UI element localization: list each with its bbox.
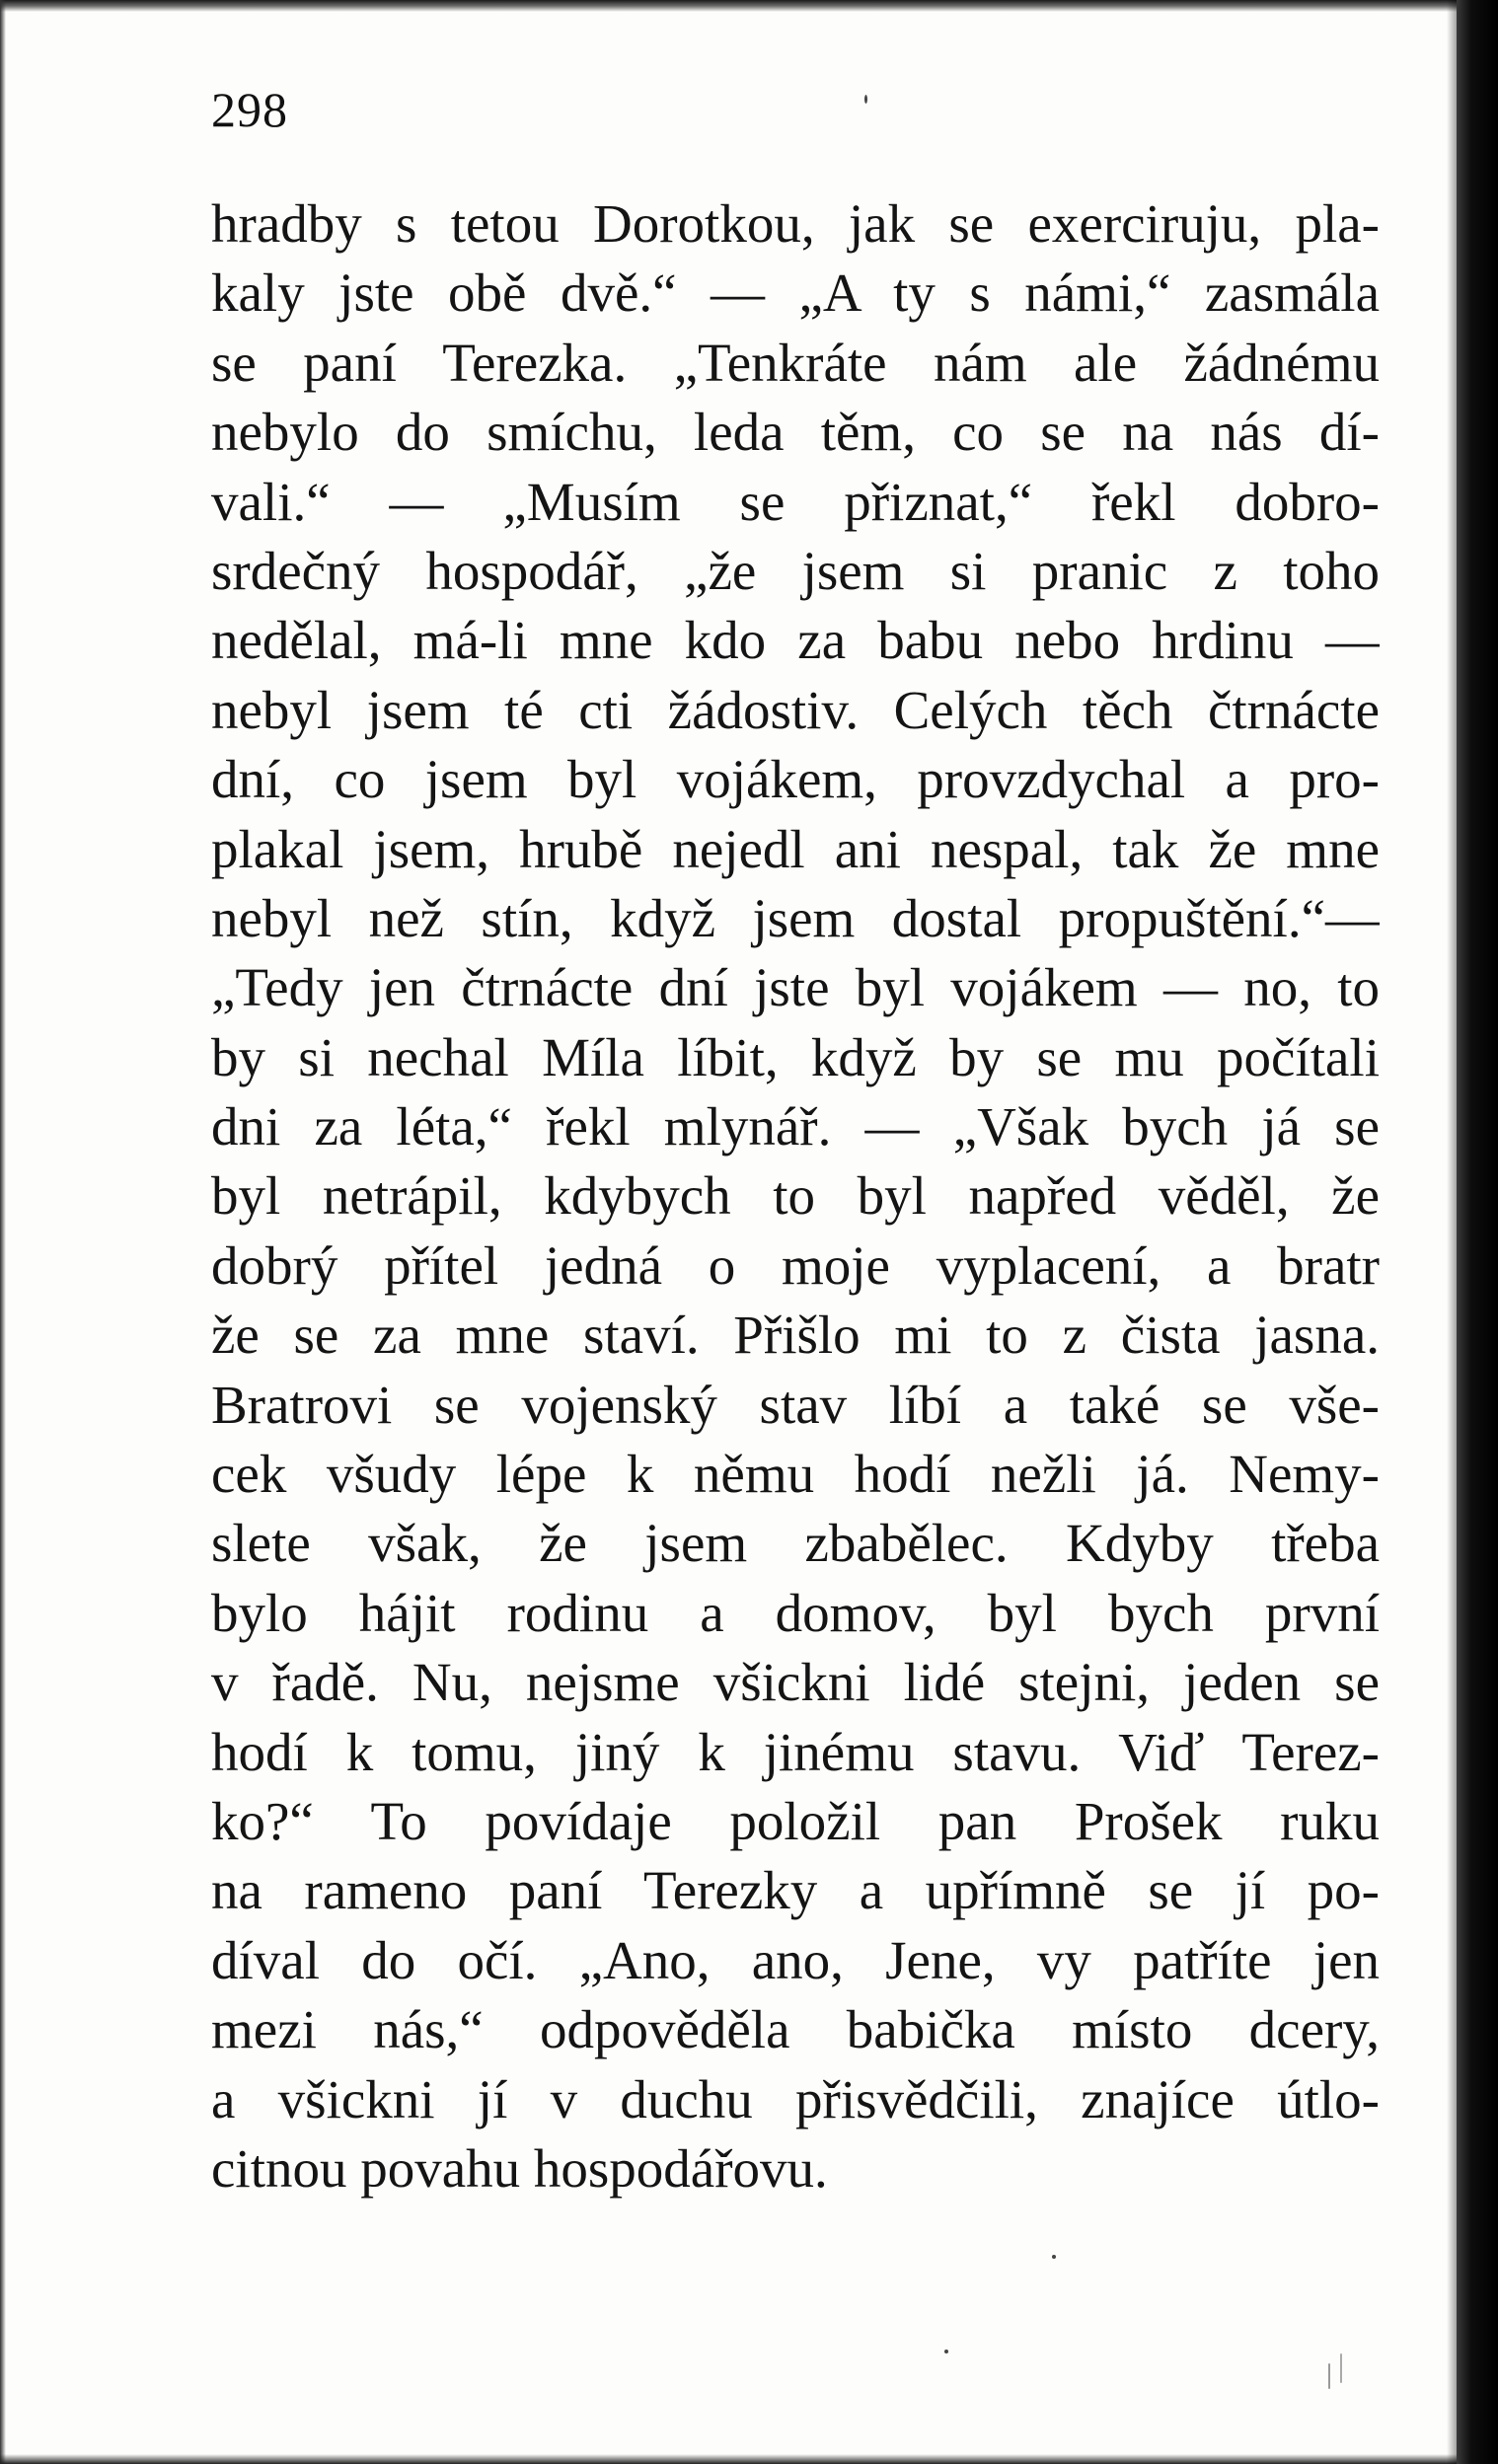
scan-edge-shadow xyxy=(1447,0,1457,2464)
text-line: byl netrápil, kdybych to byl napřed věděl, že xyxy=(211,1165,1380,1227)
text-line: díval do očí. „Ano, ano, Jene, vy patříte jen xyxy=(211,1929,1380,1990)
text-line: v řadě. Nu, nejsme všickni lidé stejni, jeden se xyxy=(211,1652,1380,1713)
page-number: 298 xyxy=(211,82,288,137)
text-line: mezi nás,“ odpověděla babička místo dcery, xyxy=(211,1999,1380,2060)
text-line: nebyl než stín, když jsem dostal propuštění.“— xyxy=(211,887,1380,948)
text-line: hradby s tetou Dorotkou, jak se exerciruju, pla- xyxy=(211,193,1380,254)
scan-edge-right xyxy=(1457,0,1498,2464)
scan-speck xyxy=(864,95,867,104)
text-line: nebyl jsem té cti žádostiv. Celých těch čtrnácte xyxy=(211,679,1380,740)
text-line: kaly jste obě dvě.“ — „A ty s námi,“ zasmála xyxy=(211,262,1380,324)
text-line: bylo hájit rodinu a domov, byl bych první xyxy=(211,1582,1380,1643)
scan-edge-top xyxy=(0,0,1457,12)
text-line: ko?“ To povídaje položil pan Prošek ruku xyxy=(211,1790,1380,1851)
text-line: a všickni jí v duchu přisvědčili, znajíce útlo- xyxy=(211,2068,1380,2129)
text-line: nedělal, má-li mne kdo za babu nebo hrdinu — xyxy=(211,610,1380,671)
scan-edge-left xyxy=(0,0,6,2464)
text-line: se paní Terezka. „Tenkráte nám ale žádnému xyxy=(211,332,1380,393)
text-line: dní, co jsem byl vojákem, provzdychal a pro- xyxy=(211,749,1380,810)
text-line: že se za mne staví. Přišlo mi to z čista jasna. xyxy=(211,1305,1380,1366)
text-line: cek všudy lépe k němu hodí nežli já. Nemy- xyxy=(211,1444,1380,1505)
text-line: slete však, že jsem zbabělec. Kdyby třeba xyxy=(211,1513,1380,1574)
text-line: nebylo do smíchu, leda těm, co se na nás dí- xyxy=(211,402,1380,463)
scan-speck xyxy=(1052,2255,1056,2259)
text-line: dni za léta,“ řekl mlynář. — „Však bych já se xyxy=(211,1096,1380,1157)
text-line: hodí k tomu, jiný k jinému stavu. Viď Terez- xyxy=(211,1721,1380,1782)
text-line: srdečný hospodář, „že jsem si pranic z toho xyxy=(211,540,1380,601)
text-line: dobrý přítel jedná o moje vyplacení, a bratr xyxy=(211,1234,1380,1296)
text-line: citnou povahu hospodářovu. xyxy=(211,2137,828,2199)
text-line: vali.“ — „Musím se přiznat,“ řekl dobro- xyxy=(211,471,1380,532)
scan-speck xyxy=(1340,2353,1342,2383)
text-line: na rameno paní Terezky a upřímně se jí po- xyxy=(211,1860,1380,1921)
text-line: Bratrovi se vojenský stav líbí a také se vše- xyxy=(211,1374,1380,1435)
text-line: by si nechal Míla líbit, když by se mu počítali xyxy=(211,1026,1380,1087)
text-line: „Tedy jen čtrnácte dní jste byl vojákem — no, to xyxy=(211,957,1380,1018)
scan-edge-bottom xyxy=(0,2454,1457,2464)
text-line: plakal jsem, hrubě nejedl ani nespal, tak že mne xyxy=(211,818,1380,879)
scan-speck xyxy=(944,2350,948,2353)
scan-speck xyxy=(1328,2363,1330,2389)
body-text xyxy=(211,189,1380,2203)
